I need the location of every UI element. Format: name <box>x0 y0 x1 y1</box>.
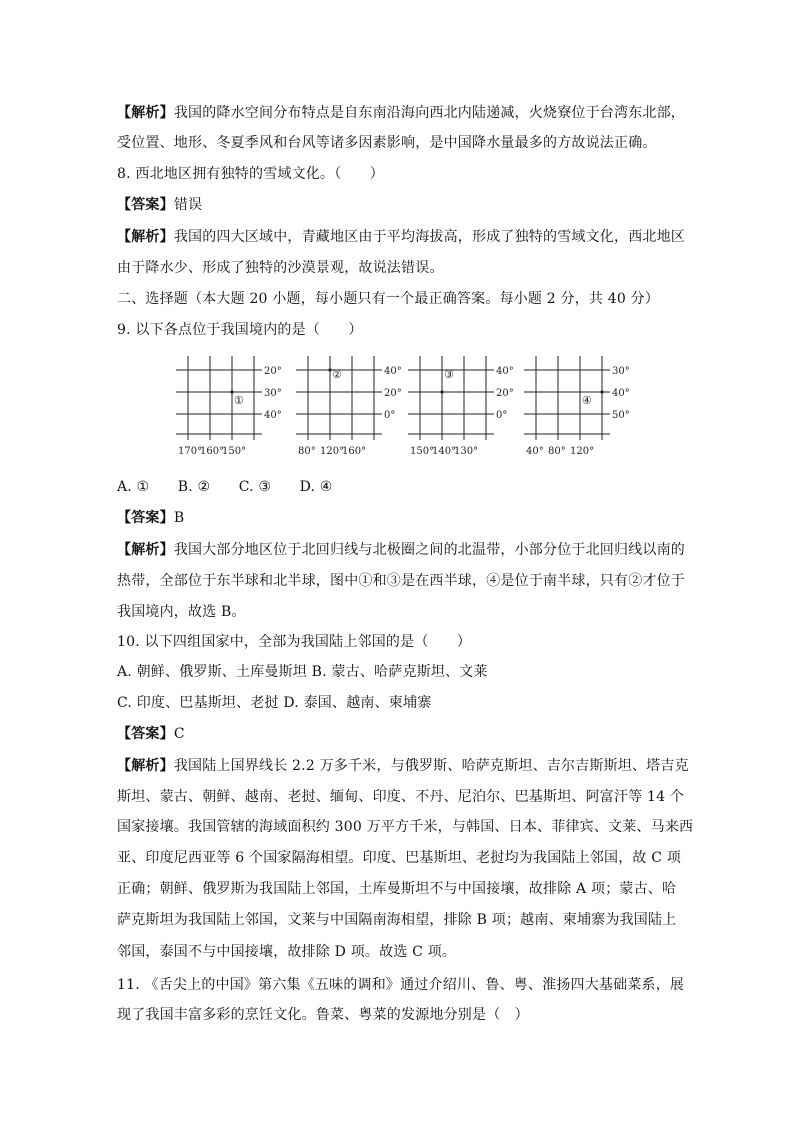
line-text: 国家接壤。我国管辖的海域面积约 300 万平方千米，与韩国、日本、菲律宾、文莱、马来西 <box>117 819 694 835</box>
latitude-label: 0° <box>384 410 396 421</box>
text-line <box>117 134 707 152</box>
line-text: C <box>173 726 185 742</box>
text-line <box>117 1006 707 1024</box>
line-text: 邻国，泰国不与中国接壤，故排除 D 项。故选 C 项。 <box>117 944 457 960</box>
grid-svg <box>292 352 402 462</box>
line-text: A. 朝鲜、俄罗斯、土库曼斯坦 B. 蒙古、哈萨克斯坦、文莱 <box>117 664 488 680</box>
latitude-label: 20° <box>264 366 282 377</box>
line-text: 斯坦、蒙古、朝鲜、越南、老挝、缅甸、印度、不丹、尼泊尔、巴基斯坦、阿富汗等 14 个 <box>117 789 685 805</box>
text-line <box>117 509 707 527</box>
answer-tag: 【解析】 <box>117 229 174 245</box>
text-line <box>117 880 707 898</box>
text-line <box>117 165 707 183</box>
longitude-label: 140° <box>432 446 457 457</box>
text-line <box>117 259 707 277</box>
line-text: 亚、印度尼西亚等 6 个国家隔海相望。印度、巴基斯坦、老挝均为我国陆上邻国，故 C 项 <box>117 850 682 866</box>
grid-svg <box>404 352 514 462</box>
latitude-label: 40° <box>612 388 630 399</box>
line-text: 10. 以下四组国家中，全部为我国陆上邻国的是（ ） <box>117 634 472 650</box>
text-line <box>117 725 707 743</box>
grid-2 <box>292 352 402 462</box>
longitude-label: 150° <box>410 446 435 457</box>
answer-tag: 【答案】 <box>117 726 174 742</box>
longitude-label: 170° <box>178 446 203 457</box>
line-text: 受位置、地形、冬夏季风和台风等诸多因素影响，是中国降水量最多的方故说法正确。 <box>117 135 657 151</box>
text-line <box>117 541 707 559</box>
latitude-label: 50° <box>612 410 630 421</box>
text-line <box>117 976 707 994</box>
line-text: 正确；朝鲜、俄罗斯为我国陆上邻国，土库曼斯坦不与中国接壤，故排除 A 项；蒙古、哈 <box>117 881 677 897</box>
longitude-label: 130° <box>454 446 479 457</box>
answer-tag: 【解析】 <box>117 758 174 774</box>
longitude-label: 120° <box>570 446 595 457</box>
latitude-label: 40° <box>496 366 514 377</box>
grid-svg <box>172 352 282 462</box>
line-text: 萨克斯坦为我国陆上邻国，文莱与中国隔南海相望，排除 B 项；越南、柬埔寨为我国陆上 <box>117 912 677 928</box>
text-line <box>117 478 707 496</box>
line-text: 9. 以下各点位于我国境内的是（ ） <box>117 322 363 338</box>
longitude-label: 150° <box>222 446 247 457</box>
line-text: 由于降水少、形成了独特的沙漠景观，故说法错误。 <box>117 260 444 276</box>
text-line <box>117 290 707 308</box>
longitude-label: 160° <box>342 446 367 457</box>
longitude-label: 80° <box>548 446 566 457</box>
text-line <box>117 694 707 712</box>
point-marker: ③ <box>444 368 454 381</box>
text-line <box>117 788 707 806</box>
line-text: 我国境内，故选 B。 <box>117 604 246 620</box>
text-line <box>117 849 707 867</box>
line-text: B <box>173 510 185 526</box>
latitude-label: 40° <box>264 410 282 421</box>
line-text: 热带，全部位于东半球和北半球，图中①和③是在西半球，④是位于南半球，只有②才位于 <box>117 573 685 589</box>
text-line <box>117 196 707 214</box>
latitude-label: 0° <box>496 410 508 421</box>
latitude-label: 40° <box>384 366 402 377</box>
grid-3 <box>404 352 514 462</box>
line-text: 我国大部分地区位于北回归线与北极圈之间的北温带，小部分位于北回归线以南的 <box>173 542 686 558</box>
line-text: C. 印度、巴基斯坦、老挝 D. 泰国、越南、柬埔寨 <box>117 695 432 711</box>
answer-tag: 【解析】 <box>117 542 174 558</box>
text-line <box>117 228 707 246</box>
point-dot <box>600 390 603 393</box>
longitude-label: 160° <box>200 446 225 457</box>
point-dot <box>440 390 443 393</box>
line-text: A. ① B. ② C. ③ D. ④ <box>117 479 333 495</box>
text-line <box>117 572 707 590</box>
line-text: 二、选择题（本大题 20 小题，每小题只有一个最正确答案。每小题 2 分，共 40 分） <box>117 291 660 307</box>
point-marker: ④ <box>582 394 592 407</box>
answer-tag: 【答案】 <box>117 510 174 526</box>
point-marker: ① <box>234 394 244 407</box>
latitude-label: 20° <box>496 388 514 399</box>
text-line <box>117 757 707 775</box>
text-line <box>117 818 707 836</box>
text-line <box>117 321 707 339</box>
line-text: 我国的四大区域中，青藏地区由于平均海拔高，形成了独特的雪域文化，西北地区 <box>173 229 686 245</box>
latitude-label: 20° <box>384 388 402 399</box>
line-text: 我国陆上国界线长 2.2 万多千米，与俄罗斯、哈萨克斯坦、吉尔吉斯斯坦、塔吉克 <box>173 758 689 774</box>
grid-1 <box>172 352 282 462</box>
text-line <box>117 943 707 961</box>
answer-tag: 【解析】 <box>117 105 174 121</box>
coordinate-grids <box>172 352 642 462</box>
longitude-label: 80° <box>298 446 316 457</box>
line-text: 我国的降水空间分布特点是自东南沿海向西北内陆递减，火烧寮位于台湾东北部， <box>173 105 686 121</box>
grid-4 <box>520 352 630 462</box>
point-marker: ② <box>332 368 342 381</box>
latitude-label: 30° <box>612 366 630 377</box>
text-line <box>117 603 707 621</box>
grid-svg <box>520 352 630 462</box>
latitude-label: 30° <box>264 388 282 399</box>
line-text: 8. 西北地区拥有独特的雪域文化。（ ） <box>117 166 385 182</box>
answer-tag: 【答案】 <box>117 197 174 213</box>
text-line <box>117 911 707 929</box>
longitude-label: 120° <box>320 446 345 457</box>
line-text: 错误 <box>173 197 203 213</box>
line-text: 现了我国丰富多彩的烹饪文化。鲁菜、粤菜的发源地分别是（ ） <box>117 1007 529 1023</box>
text-line <box>117 633 707 651</box>
text-line <box>117 663 707 681</box>
line-text: 11. 《舌尖上的中国》第六集《五味的调和》通过介绍川、鲁、粤、淮扬四大基础菜系，展 <box>117 977 685 993</box>
text-line <box>117 104 707 122</box>
longitude-label: 40° <box>526 446 544 457</box>
